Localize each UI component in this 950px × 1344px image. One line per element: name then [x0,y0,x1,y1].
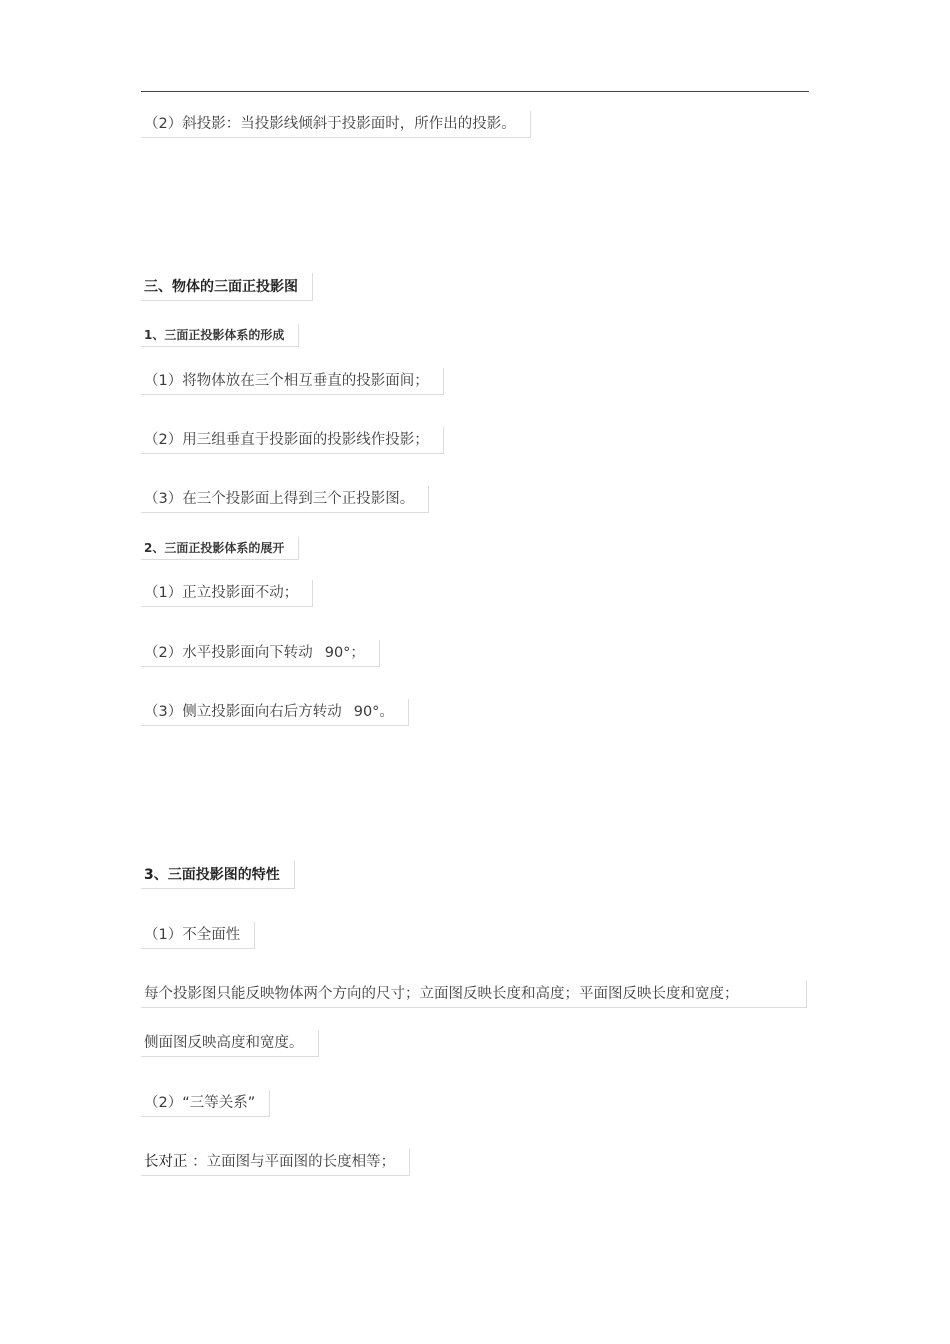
oblique-projection-text: （2）斜投影：当投影线倾斜于投影面时，所作出的投影。 [144,116,516,132]
sub2-item-1-text: （1）正立投影面不动； [144,585,299,601]
section-three-title-text: 三、物体的三面正投影图 [144,279,298,295]
sub3-item-1 [141,922,255,949]
sub1-item-3 [141,486,429,513]
top-rule [141,91,809,92]
sub1-item-1 [141,368,444,395]
sub3-title [141,861,295,889]
sub3-item-2 [141,1090,270,1117]
sub1-item-3-text: （3）在三个投影面上得到三个正投影图。 [144,491,415,507]
sub3-item-1-desc-b [141,1030,319,1057]
sub2-item-3-angle: 90°。 [353,704,394,720]
sub2-item-2-angle: 90°； [324,645,365,661]
sub2-item-2-text: （2）水平投影面向下转动 [144,645,313,661]
sub2-item-2 [141,640,380,667]
sub3-title-text: 3、三面投影图的特性 [144,867,280,883]
sub3-item-1-desc-a [141,981,807,1008]
sub2-title [141,537,299,560]
sub2-item-3 [141,699,409,726]
length-rule-desc: ：立面图与平面图的长度相等； [192,1154,396,1170]
sub2-item-1 [141,580,313,607]
sub1-item-2-text: （2）用三组垂直于投影面的投影线作投影； [144,432,429,448]
sub1-title [141,324,299,347]
sub1-item-2 [141,427,444,454]
sub1-item-1-text: （1）将物体放在三个相互垂直的投影面间； [144,373,429,389]
length-rule-line [141,1149,410,1176]
sub1-title-text: 1、三面正投影体系的形成 [144,328,285,342]
sub2-item-3-text: （3）侧立投影面向右后方转动 [144,704,342,720]
length-rule-key: 长对正 [144,1154,188,1170]
oblique-projection-line [141,111,531,138]
sub3-item-1-text: （1）不全面性 [144,927,241,943]
sub2-title-text: 2、三面正投影体系的展开 [144,541,285,555]
sub3-item-1-desc-a-text: 每个投影图只能反映物体两个方向的尺寸；立面图反映长度和高度；平面图反映长度和宽度； [144,986,739,1002]
sub3-item-2-text: （2）“三等关系” [144,1095,256,1111]
section-three-title [141,273,313,301]
sub3-item-1-desc-b-text: 侧面图反映高度和宽度。 [144,1035,304,1051]
